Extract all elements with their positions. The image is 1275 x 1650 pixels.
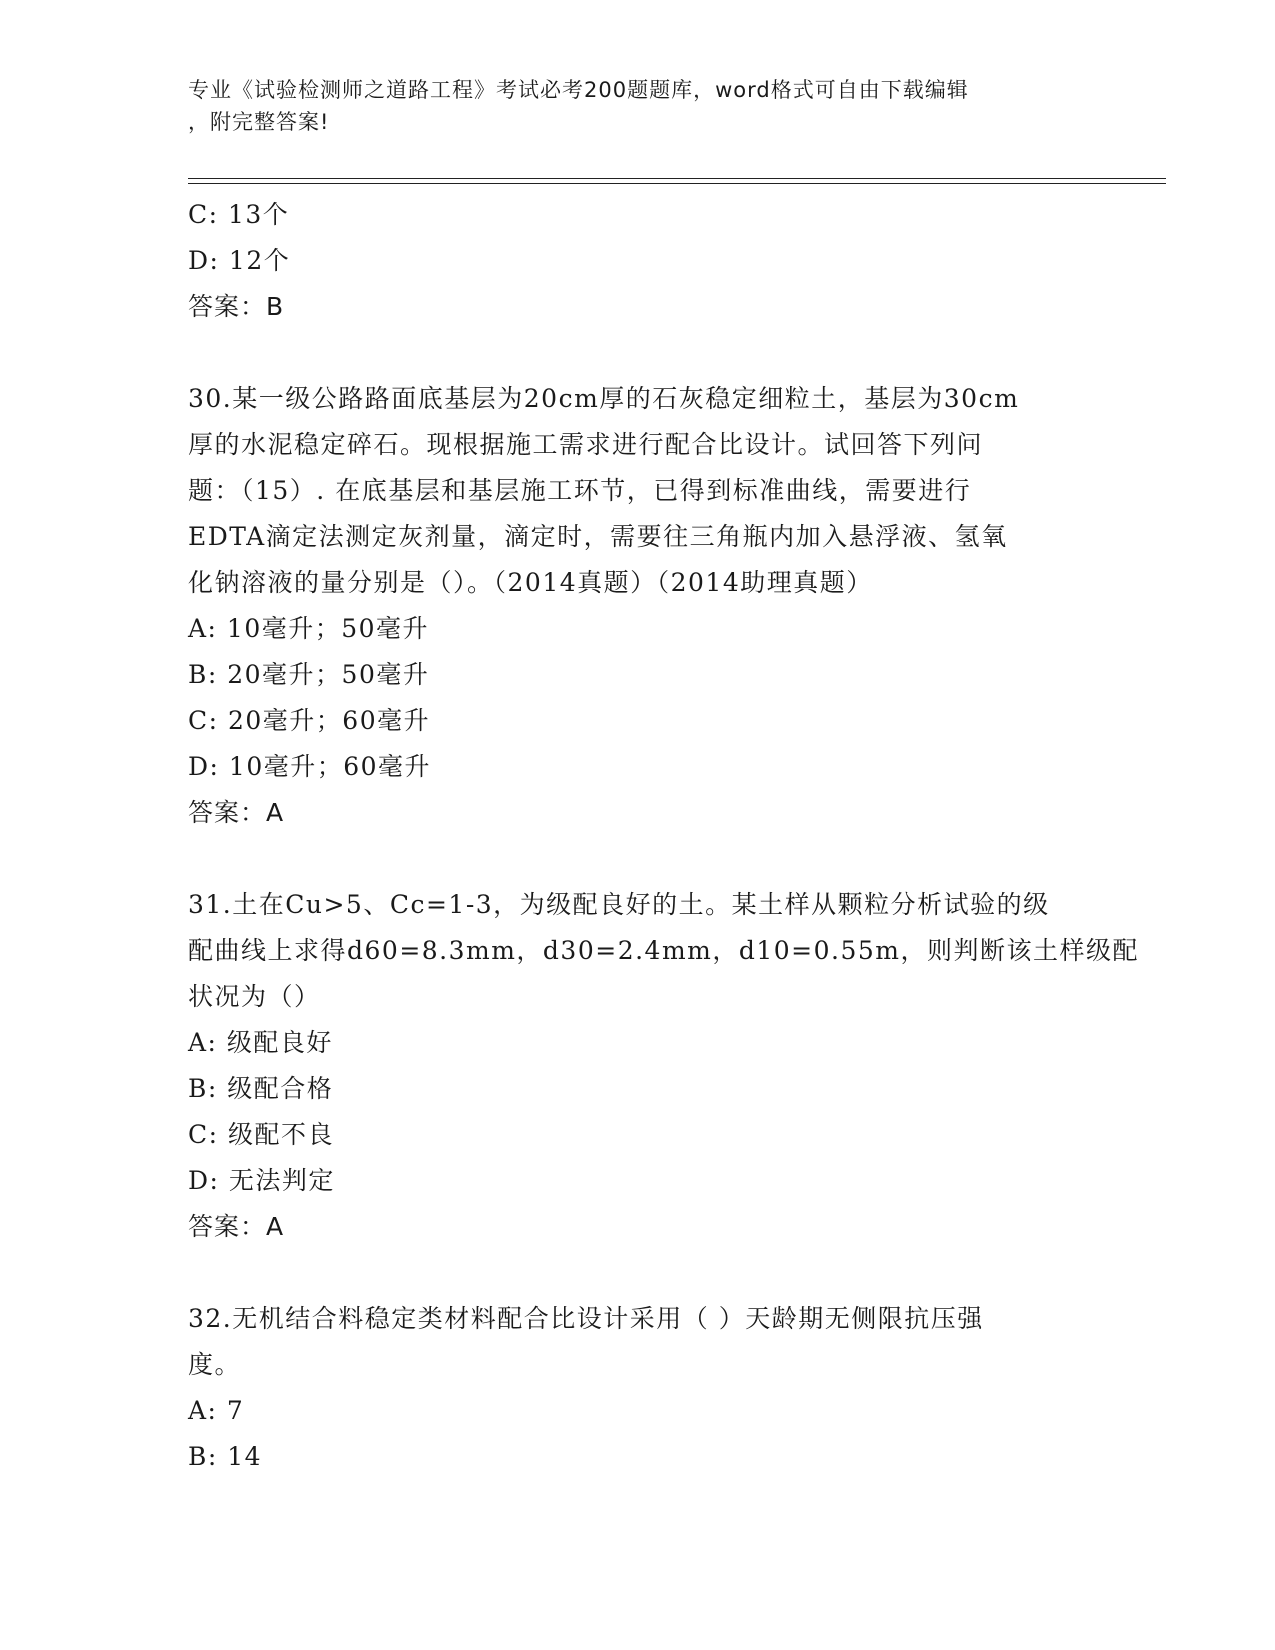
stem-line: 状况为（） [188,982,321,1011]
question-29-tail [188,192,1088,330]
stem-line: 32.无机结合料稳定类材料配合比设计采用（ ）天龄期无侧限抗压强 [188,1304,984,1333]
option-a: A: 7 [188,1396,245,1425]
document-body [188,192,1139,1480]
stem-line: 度。 [188,1350,242,1379]
question-stem [188,376,1088,606]
stem-line: 30.某一级公路路面底基层为20cm厚的石灰稳定细粒土，基层为30cm [188,384,1020,413]
question-32 [188,1296,1088,1480]
option-a: A: 10毫升；50毫升 [188,614,430,643]
option-d: D: 无法判定 [188,1166,335,1195]
stem-line: 配曲线上求得d60=8.3mm，d30=2.4mm，d10=0.55m，则判断该土样级配 [188,936,1139,965]
stem-line: EDTA滴定法测定灰剂量，滴定时，需要往三角瓶内加入悬浮液、氢氧 [188,522,1008,551]
option-b: B: 14 [188,1442,263,1471]
option-b: B: 20毫升；50毫升 [188,660,430,689]
stem-line: 31.土在Cu>5、Cc=1-3，为级配良好的土。某土样从颗粒分析试验的级 [188,890,1050,919]
question-stem [188,882,1139,1020]
option-c: C: 级配不良 [188,1120,334,1149]
header-line-2: ，附完整答案! [188,110,330,134]
stem-line: 厚的水泥稳定碎石。现根据施工需求进行配合比设计。试回答下列问 [188,430,984,459]
option-b: B: 级配合格 [188,1074,334,1103]
stem-line: 题：（15）. 在底基层和基层施工环节，已得到标准曲线，需要进行 [188,476,972,505]
option-c: C: 20毫升；60毫升 [188,706,431,735]
question-31 [188,882,1139,1250]
option-a: A: 级配良好 [188,1028,333,1057]
answer: 答案：A [188,1212,285,1241]
header-line-1: 专业《试验检测师之道路工程》考试必考200题题库，word格式可自由下载编辑 [188,78,969,102]
header-rule-top [188,178,1166,179]
document-header [188,74,1068,138]
header-rule-bottom [188,183,1166,184]
question-30 [188,376,1088,836]
answer: 答案：B [188,292,285,321]
option-d: D: 12个 [188,246,291,275]
stem-line: 化钠溶液的量分别是（）。（2014真题）（2014助理真题） [188,568,873,597]
option-c: C: 13个 [188,200,290,229]
option-d: D: 10毫升；60毫升 [188,752,432,781]
answer: 答案：A [188,798,285,827]
question-stem [188,1296,1088,1388]
